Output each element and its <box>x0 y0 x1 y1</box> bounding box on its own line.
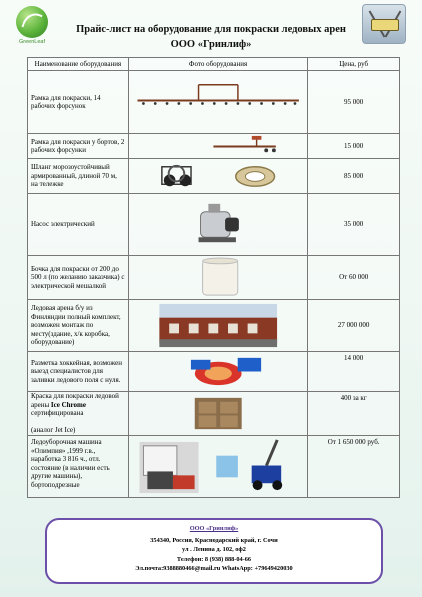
footer-phone: Телефон: 8 (938) 888-04-66 <box>176 555 252 563</box>
item-name-note: (аналог Jet Ice) <box>31 426 76 435</box>
ice-arena-image <box>129 300 307 351</box>
column-header-price: Цена, руб <box>308 58 400 71</box>
item-name: Ледовая арена б/у из Финляндии полный комплект, возможен монтаж по месту(здание, х/к коробка, оборудование) <box>28 300 129 352</box>
product-brand: Ice Chrome <box>50 400 86 409</box>
page-title <box>56 22 366 52</box>
title-line-1: Прайс-лист на оборудование для покраски ледовых арен <box>76 24 346 35</box>
paint-frame-image <box>129 71 307 133</box>
item-photo <box>128 392 307 436</box>
table-row <box>28 71 400 134</box>
footer-company: ООО «Гринлиф» <box>189 525 239 532</box>
item-price: От 60 000 <box>308 256 400 300</box>
title-line-2: ООО «Гринлиф» <box>170 39 252 50</box>
contacts-footer <box>45 518 383 584</box>
item-name-part: сертифицирована <box>31 409 84 418</box>
side-frame-image <box>129 134 307 158</box>
item-photo <box>128 194 307 256</box>
item-price: 14 000 <box>308 352 400 392</box>
avito-watermark: Avito <box>354 570 379 581</box>
hockey-logo <box>362 4 406 44</box>
item-price: От 1 650 000 руб. <box>308 436 400 498</box>
column-header-photo: Фото оборудования <box>128 58 307 71</box>
table-header-row <box>28 58 400 71</box>
table-row <box>28 159 400 194</box>
item-price: 400 за кг <box>308 392 400 436</box>
item-photo <box>128 352 307 392</box>
item-name: Насос электрический <box>28 194 129 256</box>
table-row <box>28 436 400 498</box>
item-photo <box>128 159 307 194</box>
item-name: Шланг морозоустойчивый армированный, длиной 70 м, на тележке <box>28 159 129 194</box>
table-row <box>28 134 400 159</box>
item-price: 35 000 <box>308 194 400 256</box>
item-price: 27 000 000 <box>308 300 400 352</box>
item-name: Ледоуборочная машина «Олимпия» ,1999 г.в., наработка 3 816 ч., отл. состояние (в наличии есть другие машины), бортоподрезные <box>28 436 129 498</box>
item-name: Рамка для покраски, 14 рабочих форсунок <box>28 71 129 134</box>
footer-address-1: 354340, Россия, Краснодарский край, г. Сочи <box>150 536 278 544</box>
avito-icon <box>344 572 352 580</box>
item-photo <box>128 71 307 134</box>
item-price: 15 000 <box>308 134 400 159</box>
item-photo <box>128 134 307 159</box>
footer-contacts: Эл.почта:9388880466@mail.ru WhatsApp: +79649420030 <box>135 565 293 572</box>
barrel-image <box>129 256 307 299</box>
item-name-part: Краска для покраски ледовой арены <box>31 392 119 409</box>
item-name: Бочка для покраски от 200 до 500 л (по желанию заказчика) с электрической мешалкой <box>28 256 129 300</box>
table-row <box>28 352 400 392</box>
logo-text: GreenLeaf <box>19 39 45 45</box>
paint-boxes-image <box>129 392 307 435</box>
price-table <box>27 57 400 498</box>
item-name <box>28 392 129 436</box>
hockey-badge-icon <box>371 19 399 31</box>
item-name: Разметка хоккейная, возможен выезд специалистов для заливки ледового поля с нуля. <box>28 352 129 392</box>
item-photo <box>128 436 307 498</box>
electric-pump-image <box>129 194 307 255</box>
greenleaf-logo <box>12 4 52 48</box>
item-price: 85 000 <box>308 159 400 194</box>
item-photo <box>128 300 307 352</box>
table-row <box>28 256 400 300</box>
item-photo <box>128 256 307 300</box>
ice-resurfacer-image <box>129 436 307 497</box>
hose-reel-image <box>129 159 307 193</box>
table-row <box>28 300 400 352</box>
hockey-marking-image <box>129 352 307 391</box>
item-name: Рамка для покраски у бортов, 2 рабочих форсунки <box>28 134 129 159</box>
footer-address-2: ул . Ленина д. 102, оф2 <box>182 546 246 553</box>
table-row <box>28 194 400 256</box>
item-price: 95 000 <box>308 71 400 134</box>
table-row <box>28 392 400 436</box>
column-header-name: Наименование оборудования <box>28 58 129 71</box>
